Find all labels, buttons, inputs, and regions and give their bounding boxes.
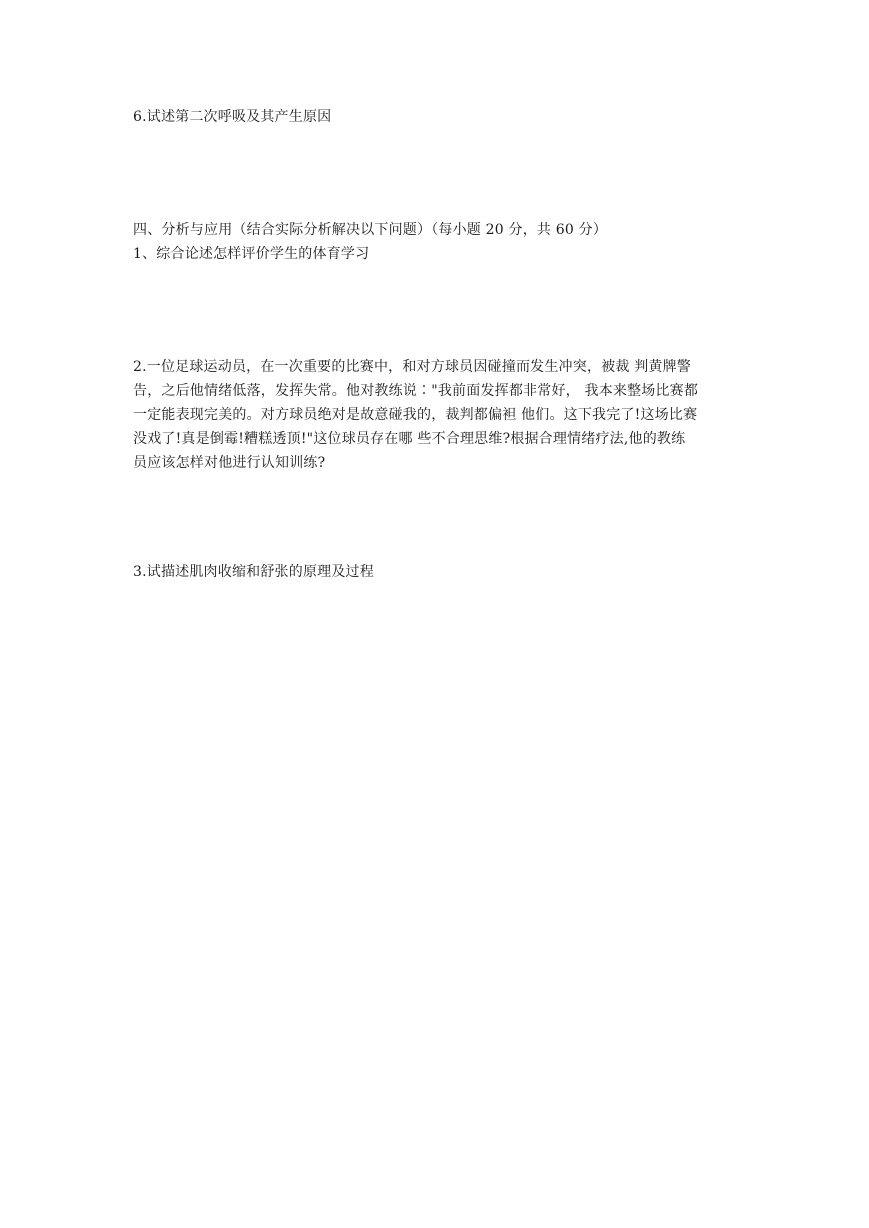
question-4-3: 3.试描述肌肉收缩和舒张的原理及过程 [133,564,374,580]
question-4-2 [133,355,739,475]
question-4-2-line: 员应该怎样对他进行认知训练? [133,455,326,471]
question-6: 6.试述第二次呼吸及其产生原因 [133,109,332,125]
question-4-2-line: 一定能表现完美的。对方球员绝对是故意碰我的，裁判都偏袒 他们。这下我完了!这场比赛 [133,407,698,423]
question-4-2-line: 2.一位足球运动员，在一次重要的比赛中，和对方球员因碰撞而发生冲突，被裁 判黄牌警 [133,359,692,375]
question-4-1: 1、综合论述怎样评价学生的体育学习 [133,246,370,262]
question-4-2-line: 没戏了!真是倒霉!糟糕透顶!"这位球员存在哪 些不合理思维?根据合理情绪疗法,他的教练 [133,431,686,447]
question-4-2-line: 告，之后他情绪低落，发挥失常。他对教练说∶"我前面发挥都非常好， 我本来整场比赛都 [133,383,699,399]
section-4-heading: 四、分析与应用（结合实际分析解决以下问题）（每小题 20 分，共 60 分） [133,222,608,238]
